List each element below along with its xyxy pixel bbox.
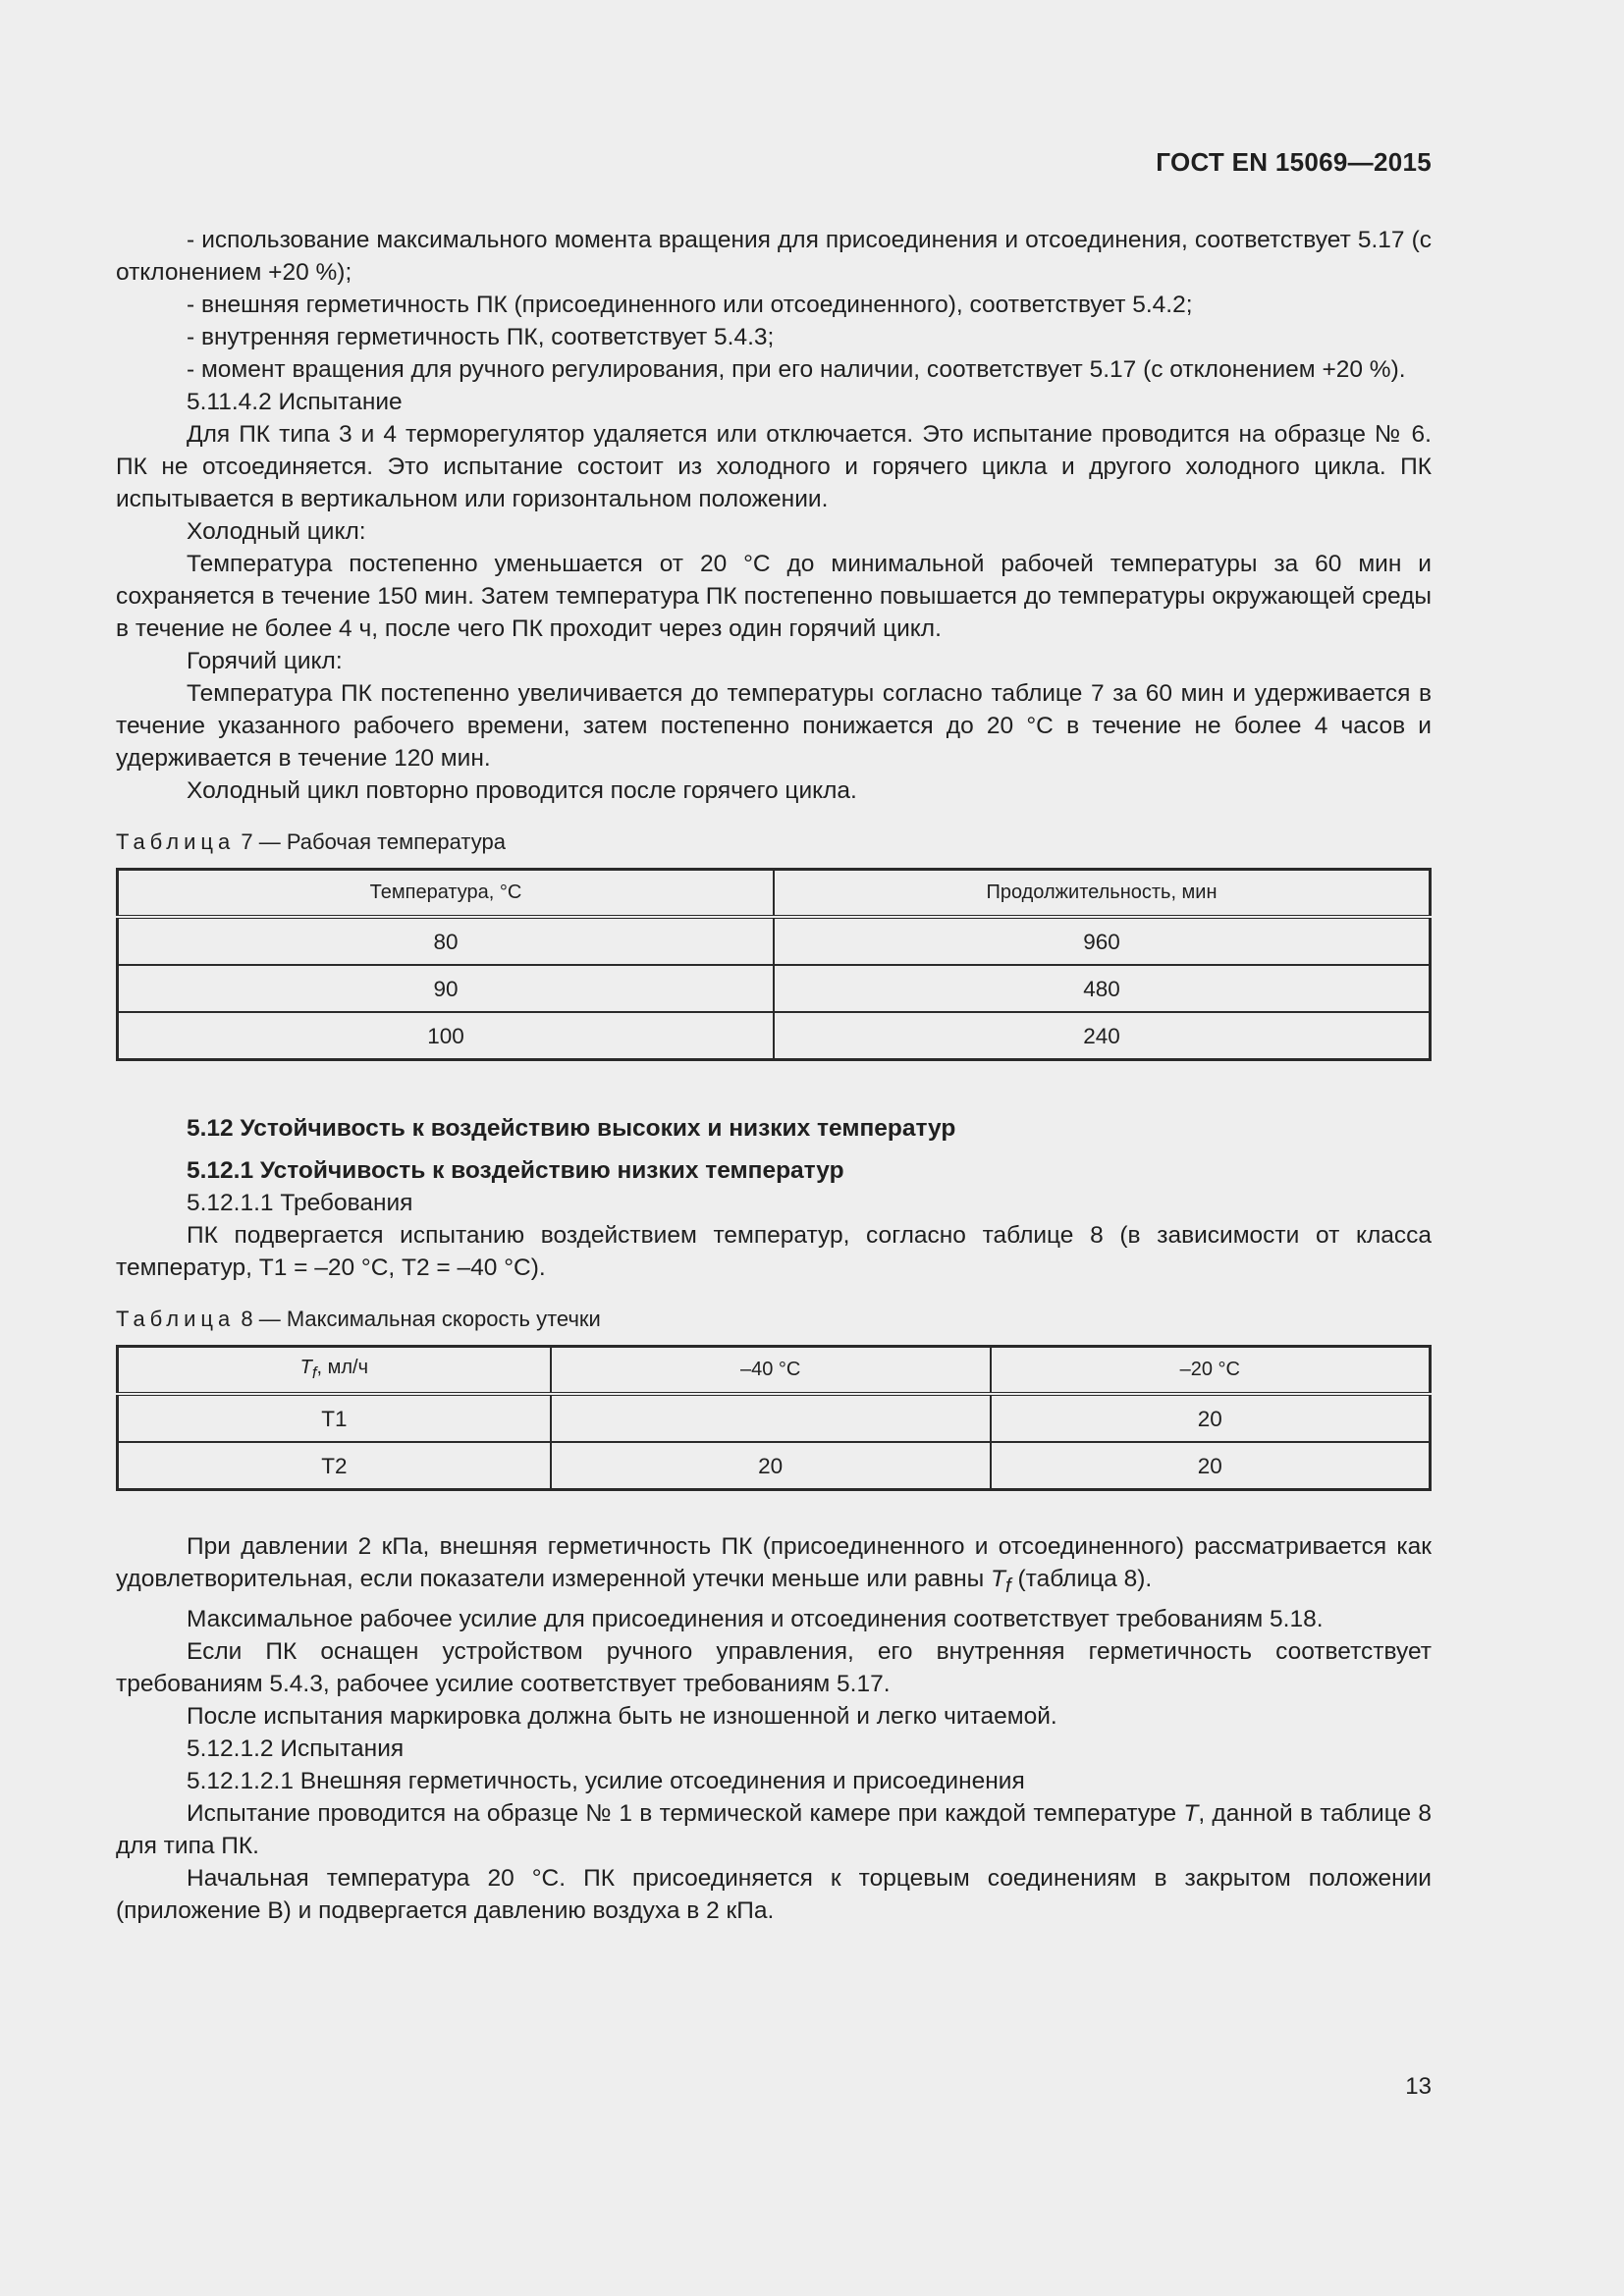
paragraph	[116, 1530, 1432, 1603]
clause-heading: 5.12.1.2 Испытания	[187, 1735, 405, 1762]
table-row	[118, 1394, 1431, 1442]
table-cell: 90	[118, 965, 775, 1012]
text-run: При давлении 2 кПа, внешняя герметичность ПК (присоединенного и отсоединенного) рассматривается как удовлетворительная, если показатели измеренной утечки меньше или равны	[116, 1533, 1432, 1592]
table-8	[116, 1345, 1432, 1491]
table-header-cell: Температура, °С	[118, 870, 775, 918]
table-cell: 480	[774, 965, 1431, 1012]
table-caption	[116, 1306, 1432, 1333]
table-row	[118, 917, 1431, 965]
table-row	[118, 1442, 1431, 1490]
text-run: Испытание проводится на образце № 1 в термической камере при каждой температуре	[187, 1799, 1184, 1827]
clause-heading: 5.12.1.1 Требования	[187, 1190, 413, 1216]
table-cell: Т1	[118, 1394, 551, 1442]
paragraph: ПК подвергается испытанию воздействием температур, согласно таблице 8 (в зависимости от класса температур, Т1 = –20 °С, Т2 = –40 °С).	[116, 1222, 1432, 1281]
paragraph: Максимальное рабочее усилие для присоединения и отсоединения соответствует требованиям 5.18.	[187, 1605, 1324, 1632]
paragraph: - внутренняя герметичность ПК, соответствует 5.4.3;	[187, 324, 775, 350]
table-cell	[551, 1394, 991, 1442]
table-caption-label: Таблица	[116, 829, 236, 854]
text-run: (таблица 8).	[1010, 1566, 1153, 1592]
t-symbol: T	[1183, 1799, 1199, 1827]
paragraph: - использование максимального момента вращения для присоединения и отсоединения, соответствует 5.17 (с отклонением +20 %);	[116, 227, 1432, 286]
paragraph: Температура постепенно уменьшается от 20 °С до минимальной рабочей температуры за 60 мин и сохраняется в течение 150 мин. Затем температура ПК постепенно повышается до температуры окружающей среды в течение не более 4 ч, после чего ПК проходит через один горячий цикл.	[116, 551, 1432, 642]
table-cell: 20	[991, 1442, 1431, 1490]
tf-unit: , мл/ч	[316, 1356, 369, 1378]
table-header-row	[118, 870, 1431, 918]
table-cell: 960	[774, 917, 1431, 965]
paragraph: - момент вращения для ручного регулирования, при его наличии, соответствует 5.17 (с отклонением +20 %).	[187, 356, 1406, 383]
document-header: ГОСТ EN 15069—2015	[1156, 147, 1432, 177]
page-number: 13	[1405, 2073, 1432, 2100]
text-run: , данной в таблице 8 для типа ПК.	[116, 1799, 1432, 1859]
paragraph: Горячий цикл:	[187, 648, 343, 674]
tf-symbol: T	[299, 1356, 312, 1378]
paragraph: Если ПК оснащен устройством ручного управления, его внутренняя герметичность соответствует требованиям 5.4.3, рабочее усилие соответствует требованиям 5.17.	[116, 1637, 1432, 1697]
clause-heading: 5.11.4.2 Испытание	[187, 389, 403, 415]
table-header-cell	[118, 1347, 551, 1395]
paragraph: Для ПК типа 3 и 4 терморегулятор удаляется или отключается. Это испытание проводится на образце № 6. ПК не отсоединяется. Это испытание состоит из холодного и горячего цикла и другого холодного цикла. ПК испытывается в вертикальном или горизонтальном положении.	[116, 421, 1432, 512]
table-caption-title: 8 — Максимальная скорость утечки	[235, 1307, 601, 1331]
paragraph: После испытания маркировка должна быть не изношенной и легко читаемой.	[187, 1702, 1057, 1730]
table-cell: 240	[774, 1012, 1431, 1060]
tf-symbol: T	[991, 1566, 1006, 1592]
subsection-heading: 5.12.1 Устойчивость к воздействию низких температур	[187, 1157, 844, 1184]
section-heading: 5.12 Устойчивость к воздействию высоких и низких температур	[187, 1115, 956, 1142]
table-cell: 20	[551, 1442, 991, 1490]
paragraph: Температура ПК постепенно увеличивается до температуры согласно таблице 7 за 60 мин и удерживается в течение указанного рабочего времени, затем постепенно понижается до 20 °С в течение не более 4 часов и удерживается в течение 120 мин.	[116, 680, 1432, 772]
tf-subscript: f	[311, 1362, 317, 1382]
table-cell: 20	[991, 1394, 1431, 1442]
table-header-row	[118, 1347, 1431, 1395]
table-row	[118, 965, 1431, 1012]
table-7	[116, 868, 1432, 1061]
table-header-cell: –40 °С	[551, 1347, 991, 1395]
table-cell: 100	[118, 1012, 775, 1060]
table-cell: 80	[118, 917, 775, 965]
table-header-cell: –20 °С	[991, 1347, 1431, 1395]
paragraph: Начальная температура 20 °С. ПК присоединяется к торцевым соединениям в закрытом положении (приложение В) и подвергается давлению воздуха в 2 кПа.	[116, 1864, 1432, 1924]
table-cell: Т2	[118, 1442, 551, 1490]
table-header-cell: Продолжительность, мин	[774, 870, 1431, 918]
table-caption	[116, 828, 1432, 856]
table-row	[118, 1012, 1431, 1060]
clause-heading: 5.12.1.2.1 Внешняя герметичность, усилие отсоединения и присоединения	[187, 1767, 1025, 1794]
paragraph	[116, 1797, 1432, 1862]
paragraph: - внешняя герметичность ПК (присоединенного или отсоединенного), соответствует 5.4.2;	[187, 292, 1193, 318]
paragraph: Холодный цикл повторно проводится после горячего цикла.	[187, 777, 857, 804]
page-content	[116, 224, 1432, 1927]
table-caption-label: Таблица	[116, 1307, 236, 1331]
paragraph: Холодный цикл:	[187, 518, 366, 545]
tf-subscript: f	[1005, 1575, 1011, 1597]
table-caption-title: 7 — Рабочая температура	[235, 829, 506, 854]
